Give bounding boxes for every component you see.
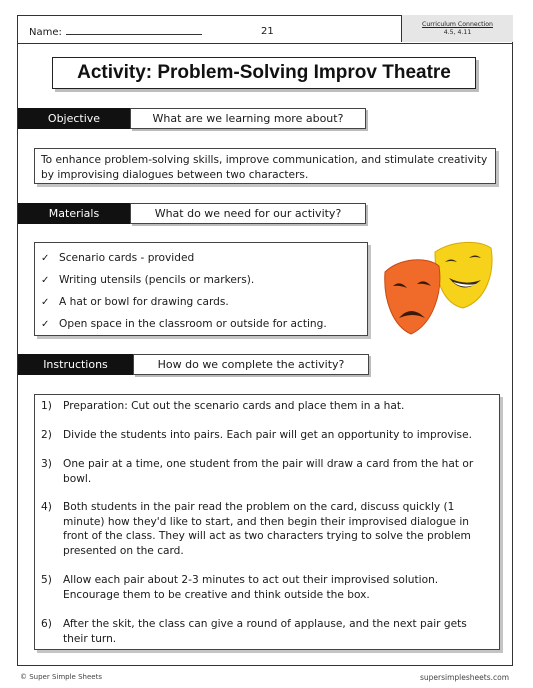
page-number: 21 xyxy=(261,26,274,37)
check-icon: ✓ xyxy=(41,297,50,308)
list-item xyxy=(41,251,194,266)
happy-mask-icon xyxy=(435,242,492,308)
list-item xyxy=(41,295,229,310)
step-number: 5) xyxy=(41,574,52,586)
activity-title-box xyxy=(52,57,476,89)
name-label: Name: xyxy=(29,27,62,38)
step-text: Allow each pair about 2-3 minutes to act out their improvised solution. Encourage them to be creative and think outside the box. xyxy=(63,574,439,601)
theatre-masks-icon xyxy=(383,238,495,338)
step-text: Preparation: Cut out the scenario cards and place them in a hat. xyxy=(63,400,405,412)
step-text: Both students in the pair read the problem on the card, discuss quickly (1 minute) how they'd like to start, and then begin their improvised dialogue in front of the class. They will act as two characters trying to solve the problem presented on the card. xyxy=(63,501,471,557)
curriculum-title: Curriculum Connection xyxy=(422,21,493,28)
materials-header xyxy=(18,203,368,224)
step-text: After the skit, the class can give a round of applause, and the next pair gets their turn. xyxy=(63,618,467,645)
check-icon: ✓ xyxy=(41,253,50,264)
check-icon: ✓ xyxy=(41,319,50,330)
list-item xyxy=(41,428,493,443)
sad-mask-icon xyxy=(385,260,440,334)
list-item xyxy=(41,617,493,646)
list-item xyxy=(41,273,254,288)
check-icon: ✓ xyxy=(41,275,50,286)
objective-box xyxy=(34,148,496,184)
curriculum-codes: 4.5, 4.11 xyxy=(443,29,472,36)
objective-header xyxy=(18,108,368,129)
instructions-question: How do we complete the activity? xyxy=(133,354,369,375)
objective-tab: Objective xyxy=(18,108,130,129)
material-text: Scenario cards - provided xyxy=(59,252,195,264)
header xyxy=(17,15,513,44)
step-text: Divide the students into pairs. Each pair will get an opportunity to improvise. xyxy=(63,429,472,441)
material-text: Open space in the classroom or outside for acting. xyxy=(59,318,327,330)
material-text: Writing utensils (pencils or markers). xyxy=(59,274,255,286)
step-text: One pair at a time, one student from the pair will draw a card from the hat or bowl. xyxy=(63,458,474,485)
list-item xyxy=(41,399,493,414)
list-item xyxy=(41,457,493,486)
materials-question: What do we need for our activity? xyxy=(130,203,366,224)
step-number: 3) xyxy=(41,458,52,470)
objective-text: To enhance problem-solving skills, improve communication, and stimulate creativity by improvising dialogues between two characters. xyxy=(41,154,488,181)
list-item xyxy=(41,573,493,602)
website-link[interactable]: supersimplesheets.com xyxy=(419,673,509,682)
curriculum-connection-box xyxy=(401,15,513,42)
name-line[interactable] xyxy=(66,26,202,35)
materials-tab: Materials xyxy=(18,203,130,224)
list-item xyxy=(41,500,493,558)
step-number: 2) xyxy=(41,429,52,441)
materials-box xyxy=(34,242,368,336)
instructions-tab: Instructions xyxy=(18,354,133,375)
name-field[interactable] xyxy=(29,26,202,38)
step-number: 6) xyxy=(41,618,52,630)
activity-title: Activity: Problem-Solving Improv Theatre xyxy=(77,62,451,83)
list-item xyxy=(41,317,327,332)
copyright-text: © Super Simple Sheets xyxy=(20,673,102,681)
instructions-box xyxy=(34,394,500,650)
material-text: A hat or bowl for drawing cards. xyxy=(59,296,229,308)
step-number: 4) xyxy=(41,501,52,513)
objective-question: What are we learning more about? xyxy=(130,108,366,129)
instructions-header xyxy=(18,354,368,375)
step-number: 1) xyxy=(41,400,52,412)
